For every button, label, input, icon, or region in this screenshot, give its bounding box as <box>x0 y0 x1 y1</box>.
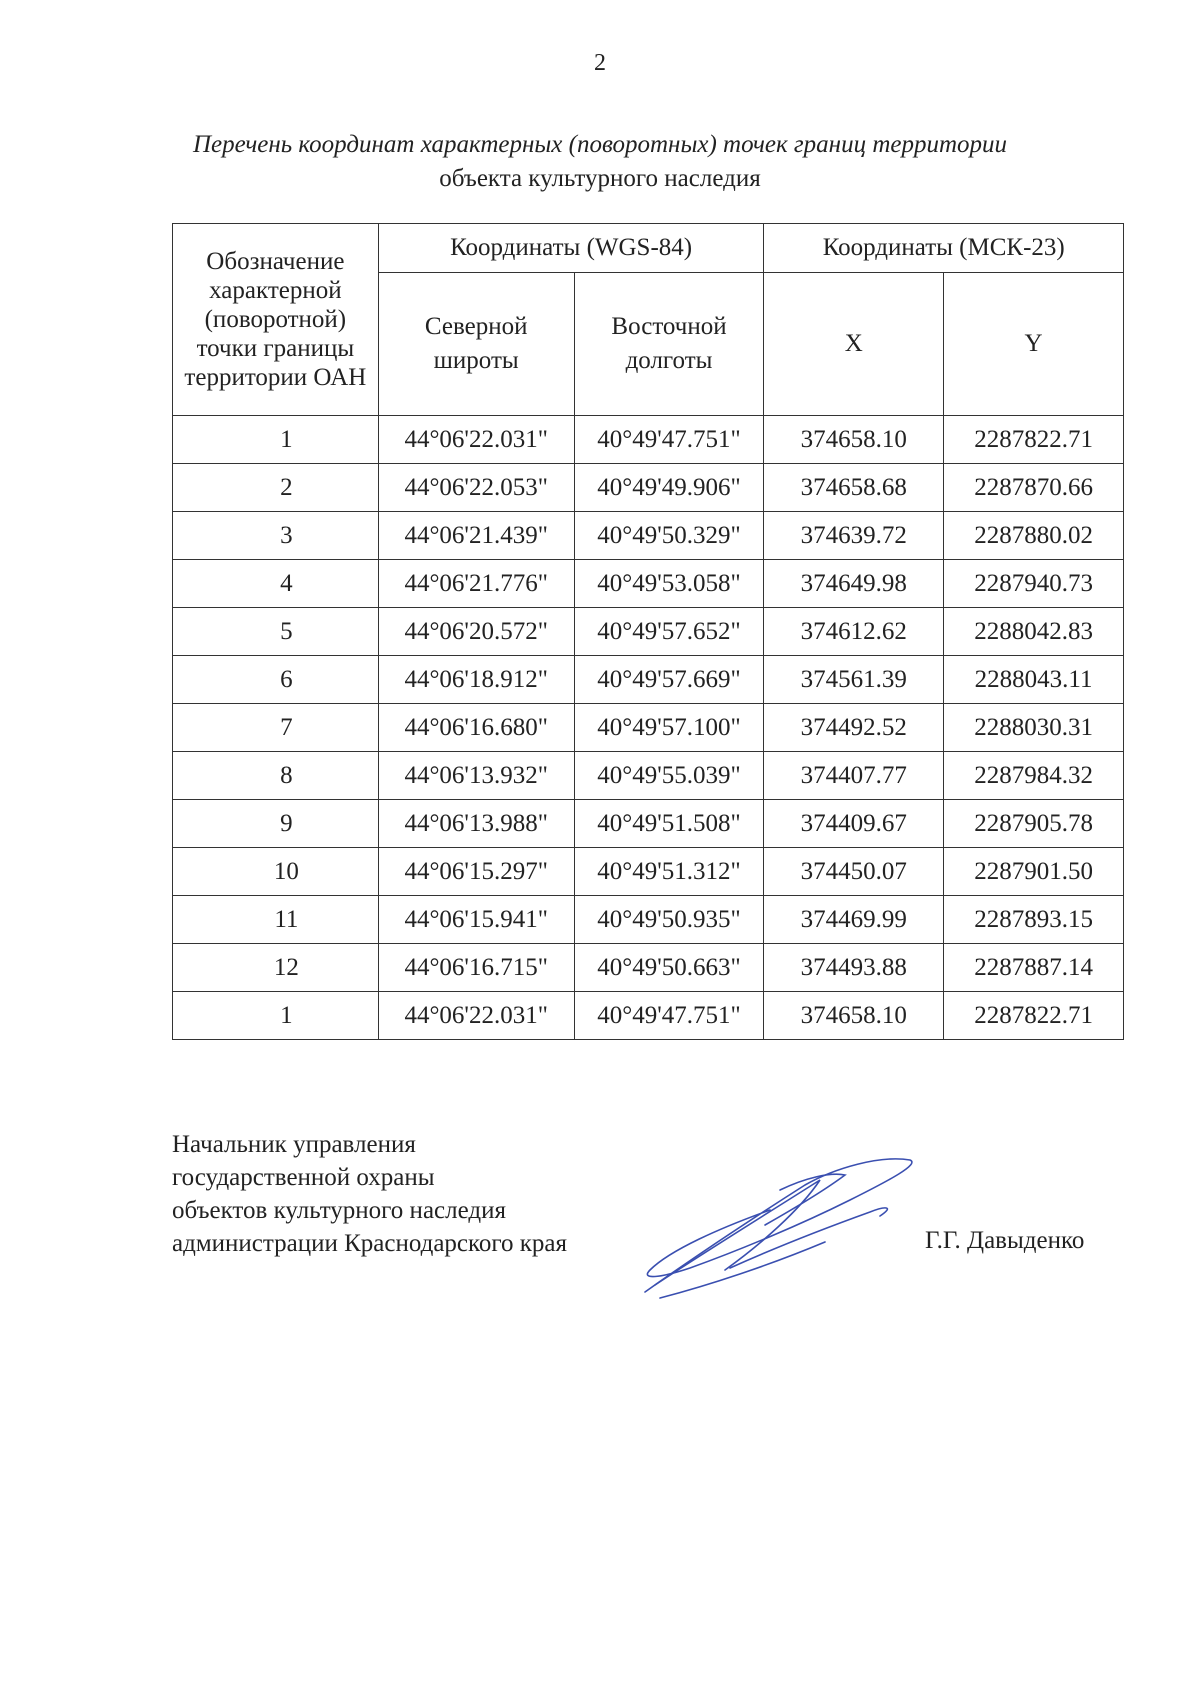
table-row <box>173 416 1124 464</box>
cell-longitude: 40°49'57.100" <box>574 704 764 752</box>
cell-latitude: 44°06'21.776" <box>378 560 574 608</box>
cell-latitude: 44°06'13.932" <box>378 752 574 800</box>
cell-latitude: 44°06'16.715" <box>378 944 574 992</box>
cell-latitude: 44°06'22.053" <box>378 464 574 512</box>
cell-point: 9 <box>173 800 379 848</box>
cell-latitude: 44°06'22.031" <box>378 416 574 464</box>
position-line-4: администрации Краснодарского края <box>172 1230 568 1257</box>
cell-x: 374658.68 <box>764 464 944 512</box>
cell-x: 374639.72 <box>764 512 944 560</box>
cell-latitude: 44°06'13.988" <box>378 800 574 848</box>
title-line-2: объекта культурного наследия <box>439 165 761 192</box>
cell-x: 374409.67 <box>764 800 944 848</box>
cell-longitude: 40°49'50.935" <box>574 896 764 944</box>
table-row <box>173 896 1124 944</box>
cell-y: 2287880.02 <box>944 512 1124 560</box>
cell-latitude: 44°06'15.941" <box>378 896 574 944</box>
signatory-position <box>172 1128 567 1260</box>
cell-y: 2287870.66 <box>944 464 1124 512</box>
cell-y: 2287901.50 <box>944 848 1124 896</box>
table-row <box>173 464 1124 512</box>
cell-point: 10 <box>173 848 379 896</box>
cell-y: 2287822.71 <box>944 416 1124 464</box>
table-row <box>173 608 1124 656</box>
cell-longitude: 40°49'50.663" <box>574 944 764 992</box>
title-line-1: Перечень координат характерных (поворотных) точек границ территории <box>192 131 1008 158</box>
cell-x: 374469.99 <box>764 896 944 944</box>
header-latitude: Северной широты <box>378 273 574 416</box>
cell-y: 2288030.31 <box>944 704 1124 752</box>
cell-longitude: 40°49'47.751" <box>574 992 764 1040</box>
cell-latitude: 44°06'18.912" <box>378 656 574 704</box>
cell-point: 3 <box>173 512 379 560</box>
coordinates-body <box>173 416 1124 1040</box>
cell-point: 4 <box>173 560 379 608</box>
page-number: 2 <box>594 50 606 76</box>
header-point-designation: Обозначение характерной (поворотной) точки границы территории ОАН <box>173 224 379 416</box>
cell-longitude: 40°49'49.906" <box>574 464 764 512</box>
table-row <box>173 656 1124 704</box>
cell-y: 2287905.78 <box>944 800 1124 848</box>
signature-strokes <box>645 1159 912 1298</box>
table-row <box>173 848 1124 896</box>
cell-y: 2287822.71 <box>944 992 1124 1040</box>
table-row <box>173 752 1124 800</box>
table-row <box>173 800 1124 848</box>
cell-y: 2288042.83 <box>944 608 1124 656</box>
cell-y: 2287893.15 <box>944 896 1124 944</box>
cell-point: 5 <box>173 608 379 656</box>
position-line-3: объектов культурного наследия <box>172 1197 506 1224</box>
cell-longitude: 40°49'55.039" <box>574 752 764 800</box>
header-msk23: Координаты (МСК-23) <box>764 224 1124 273</box>
cell-x: 374612.62 <box>764 608 944 656</box>
cell-latitude: 44°06'16.680" <box>378 704 574 752</box>
cell-x: 374561.39 <box>764 656 944 704</box>
cell-longitude: 40°49'47.751" <box>574 416 764 464</box>
table-row <box>173 560 1124 608</box>
cell-longitude: 40°49'51.312" <box>574 848 764 896</box>
document-title <box>150 128 1050 196</box>
cell-longitude: 40°49'51.508" <box>574 800 764 848</box>
cell-y: 2287940.73 <box>944 560 1124 608</box>
cell-x: 374658.10 <box>764 992 944 1040</box>
cell-point: 8 <box>173 752 379 800</box>
cell-x: 374450.07 <box>764 848 944 896</box>
cell-point: 7 <box>173 704 379 752</box>
table-row <box>173 704 1124 752</box>
position-line-2: государственной охраны <box>172 1164 435 1191</box>
cell-longitude: 40°49'57.669" <box>574 656 764 704</box>
cell-point: 12 <box>173 944 379 992</box>
cell-x: 374492.52 <box>764 704 944 752</box>
cell-point: 6 <box>173 656 379 704</box>
cell-x: 374493.88 <box>764 944 944 992</box>
cell-latitude: 44°06'21.439" <box>378 512 574 560</box>
cell-longitude: 40°49'57.652" <box>574 608 764 656</box>
header-wgs84: Координаты (WGS-84) <box>378 224 764 273</box>
cell-y: 2288043.11 <box>944 656 1124 704</box>
table-row <box>173 512 1124 560</box>
position-line-1: Начальник управления <box>172 1131 416 1158</box>
signer-name: Г.Г. Давыденко <box>925 1227 1085 1254</box>
cell-y: 2287887.14 <box>944 944 1124 992</box>
cell-latitude: 44°06'15.297" <box>378 848 574 896</box>
cell-point: 2 <box>173 464 379 512</box>
header-x: X <box>764 273 944 416</box>
cell-x: 374407.77 <box>764 752 944 800</box>
header-longitude: Восточной долготы <box>574 273 764 416</box>
cell-longitude: 40°49'53.058" <box>574 560 764 608</box>
coordinates-table <box>172 223 1124 1040</box>
cell-y: 2287984.32 <box>944 752 1124 800</box>
cell-latitude: 44°06'20.572" <box>378 608 574 656</box>
cell-x: 374649.98 <box>764 560 944 608</box>
cell-point: 1 <box>173 416 379 464</box>
cell-point: 11 <box>173 896 379 944</box>
handwritten-signature <box>630 1150 930 1300</box>
cell-latitude: 44°06'22.031" <box>378 992 574 1040</box>
cell-longitude: 40°49'50.329" <box>574 512 764 560</box>
cell-x: 374658.10 <box>764 416 944 464</box>
header-y: Y <box>944 273 1124 416</box>
cell-point: 1 <box>173 992 379 1040</box>
table-row <box>173 992 1124 1040</box>
table-row <box>173 944 1124 992</box>
